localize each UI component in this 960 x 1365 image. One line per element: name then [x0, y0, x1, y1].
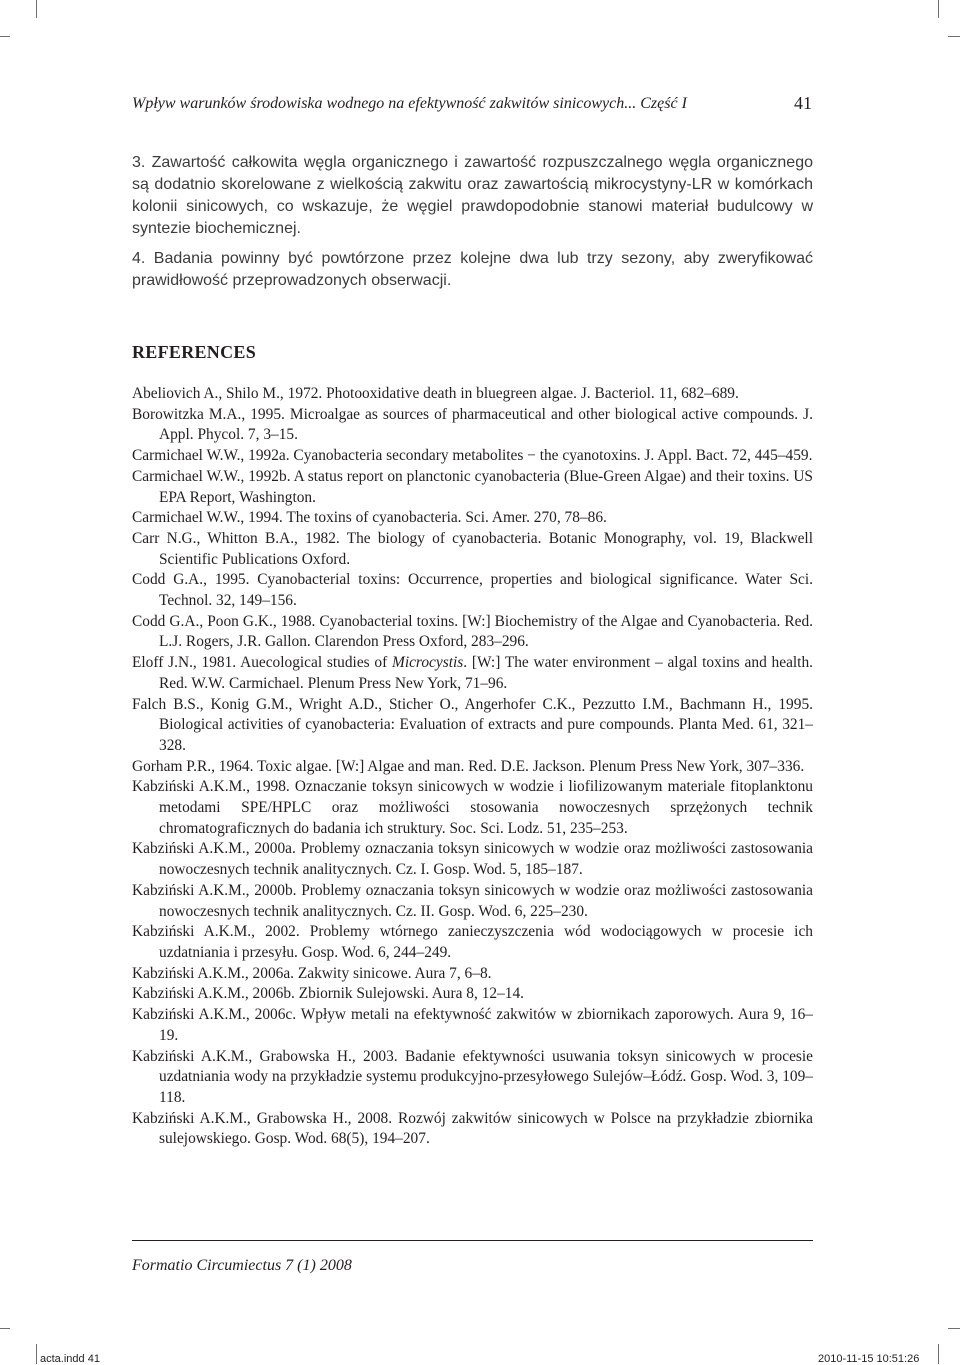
conclusion-item: 3. Zawartość całkowita węgla organicznego i zawartość rozpuszczalnego węgla organicznego są dodatnio skorelowane z wielkością zakwitu oraz zawartością mikrocystyny-LR w komórkach kolonii sinicowych, co wskazuje, że węgiel prawdopodobnie stanowi materiał budulcowy w syntezie biochemicznej.: [132, 154, 813, 237]
reference-item: Kabziński A.K.M., Grabowska H., 2008. Rozwój zakwitów sinicowych w Polsce na przykładzie zbiornika sulejowskiego. Gosp. Wod. 68(5), 194–207.: [132, 1109, 813, 1148]
reference-item: Kabziński A.K.M., 2000b. Problemy oznaczania toksyn sinicowych w wodzie oraz możliwości zastosowania nowoczesnych technik analitycznych. Cz. II. Gosp. Wod. 6, 225–230.: [132, 881, 813, 920]
reference-item: Kabziński A.K.M., Grabowska H., 2003. Badanie efektywności usuwania toksyn sinicowych w procesie uzdatniania wody na przykładzie systemu produkcyjno-przesyłowego Sulejów–Łódź. Gosp. Wod. 3, 109–118.: [132, 1047, 813, 1106]
reference-item: Kabziński A.K.M., 2006a. Zakwity sinicowe. Aura 7, 6–8.: [132, 964, 492, 982]
reference-item: Codd G.A., Poon G.K., 1988. Cyanobacterial toxins. [W:] Biochemistry of the Algae and Cyanobacteria. Red. L.J. Rogers, J.R. Gallon. Clarendon Press Oxford, 283–296.: [132, 612, 813, 651]
references-list: [132, 384, 813, 1150]
crop-mark-bottom-left-h: [0, 1328, 10, 1329]
reference-item: Borowitzka M.A., 1995. Microalgae as sources of pharmaceutical and other biological active compounds. J. Appl. Phycol. 7, 3–15.: [132, 405, 813, 444]
reference-item: Eloff J.N., 1981. Auecological studies of Microcystis. [W:] The water environment – algal toxins and health. Red. W.W. Carmichael. Plenum Press New York, 71–96.: [132, 654, 813, 692]
reference-item: Abeliovich A., Shilo M., 1972. Photooxidative death in bluegreen algae. J. Bacteriol. 11, 682–689.: [132, 385, 739, 402]
conclusion-item: 4. Badania powinny być powtórzone przez kolejne dwa lub trzy sezony, aby zweryfikować prawidłowość przeprowadzonych obserwacji.: [132, 250, 813, 289]
reference-item: Kabziński A.K.M., 2006c. Wpływ metali na efektywność zakwitów w zbiornikach zaporowych. Aura 9, 16–19.: [132, 1006, 813, 1044]
crop-mark-top-left-h: [0, 36, 10, 37]
conclusions-list: [132, 152, 813, 300]
reference-item: Codd G.A., 1995. Cyanobacterial toxins: Occurrence, properties and biological significance. Water Sci. Technol. 32, 149–156.: [132, 571, 813, 610]
reference-item: Kabziński A.K.M., 2006b. Zbiornik Sulejowski. Aura 8, 12–14.: [132, 985, 525, 1003]
reference-item: Falch B.S., Konig G.M., Wright A.D., Sticher O., Angerhofer C.K., Pezzutto I.M., Bachmann H., 1995. Biological activities of cyanobacteria: Evaluation of extracts and pure compounds. Planta Med. 61, 321–328.: [132, 695, 813, 754]
running-head: Wpływ warunków środowiska wodnego na efektywność zakwitów sinicowych... Część I: [132, 95, 687, 112]
reference-item: Carmichael W.W., 1992b. A status report on planctonic cyanobacteria (Blue-Green Algae) and their toxins. US EPA Report, Washington.: [132, 467, 813, 506]
slug-timestamp: 2010-11-15 10:51:26: [818, 1353, 920, 1365]
reference-item: Carmichael W.W., 1992a. Cyanobacteria secondary metabolites − the cyanotoxins. J. Appl. Bact. 72, 445–459.: [132, 447, 813, 465]
references-heading: REFERENCES: [132, 342, 257, 362]
reference-item: Kabziński A.K.M., 1998. Oznaczanie toksyn sinicowych w wodzie i liofilizowanym materiale fitoplanktonu metodami SPE/HPLC oraz możliwości stosowania nowoczesnych sprzężonych technik chromatograficznych do badania ich struktury. Soc. Sci. Lodz. 51, 235–253.: [132, 778, 813, 837]
crop-mark-top-right-h: [948, 36, 960, 37]
crop-mark-bottom-left: [36, 1344, 37, 1364]
reference-item: Carmichael W.W., 1994. The toxins of cyanobacteria. Sci. Amer. 270, 78–86.: [132, 509, 607, 527]
footer-rule: [132, 1240, 813, 1241]
reference-item: Gorham P.R., 1964. Toxic algae. [W:] Algae and man. Red. D.E. Jackson. Plenum Press New York, 307–336.: [132, 757, 805, 775]
reference-item: Carr N.G., Whitton B.A., 1982. The biology of cyanobacteria. Botanic Monography, vol. 19, Blackwell Scientific Publications Oxford.: [132, 529, 813, 568]
reference-item: Kabziński A.K.M., 2000a. Problemy oznaczania toksyn sinicowych w wodzie oraz możliwości zastosowania nowoczesnych technik analitycznych. Cz. I. Gosp. Wod. 5, 185–187.: [132, 840, 813, 879]
reference-item: Kabziński A.K.M., 2002. Problemy wtórnego zanieczyszczenia wód wodociągowych w procesie ich uzdatniania i przesyłu. Gosp. Wod. 6, 244–249.: [132, 923, 813, 961]
footer-journal: Formatio Circumiectus 7 (1) 2008: [132, 1257, 352, 1274]
page-number: 41: [794, 93, 812, 113]
crop-mark-bottom-right: [938, 1344, 939, 1364]
crop-mark-bottom-right-h: [948, 1328, 960, 1329]
slug-file: acta.indd 41: [40, 1353, 100, 1365]
crop-mark-top-right: [938, 0, 939, 18]
crop-mark-top-left: [36, 0, 37, 18]
